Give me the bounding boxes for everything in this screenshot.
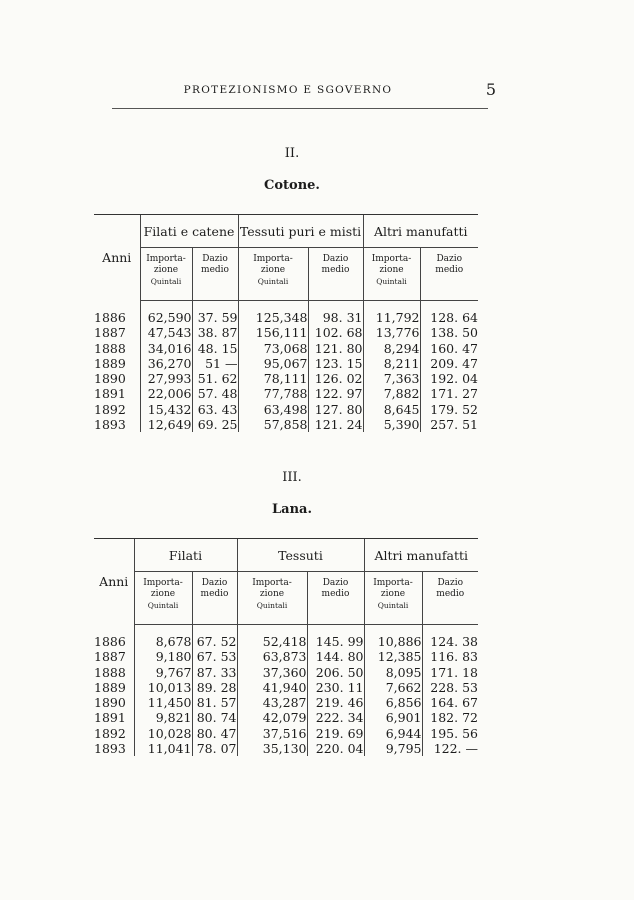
year-cell: 1890 [94, 695, 126, 711]
table-row [94, 325, 478, 340]
duty-header: Dazio medio [307, 572, 364, 625]
duty-cell: 145. 99 [307, 634, 364, 649]
year-cell: 1893 [94, 417, 126, 433]
header-rule [112, 108, 488, 109]
import-cell: 34,016 [140, 341, 192, 356]
table-row [94, 371, 478, 386]
duty-cell: 80. 47 [192, 726, 237, 741]
import-cell: 156,111 [238, 325, 308, 340]
import-cell: 8,645 [363, 402, 420, 417]
import-cell: 9,821 [134, 710, 192, 725]
row-header-anni: Anni [99, 574, 129, 590]
year-cell: 1888 [94, 664, 126, 680]
import-cell: 9,795 [364, 741, 422, 756]
import-cell: 8,211 [363, 356, 420, 371]
duty-cell: 257. 51 [420, 417, 478, 432]
duty-cell: 48. 15 [192, 341, 238, 356]
year-cell: 1889 [94, 355, 126, 371]
import-cell: 63,498 [238, 402, 308, 417]
import-cell: 73,068 [238, 341, 308, 356]
import-cell: 37,516 [237, 726, 307, 741]
duty-cell: 124. 38 [422, 634, 478, 649]
import-cell: 47,543 [140, 325, 192, 340]
year-cell: 1886 [94, 634, 126, 649]
duty-cell: 206. 50 [307, 665, 364, 680]
table-row [94, 710, 478, 725]
year-cell: 1886 [94, 310, 126, 325]
duty-cell: 78. 07 [192, 741, 237, 756]
import-cell: 9,180 [134, 649, 192, 664]
group-header: Altri manufatti [363, 215, 478, 248]
duty-cell: 69. 25 [192, 417, 238, 432]
table-row [94, 741, 478, 756]
duty-cell: 98. 31 [308, 310, 363, 325]
import-cell: 27,993 [140, 371, 192, 386]
section-number-ii: II. [284, 146, 300, 161]
group-header: Tessuti puri e misti [238, 215, 363, 248]
import-cell: 77,788 [238, 386, 308, 401]
import-cell: 6,944 [364, 726, 422, 741]
table-row [94, 356, 478, 371]
table-row [94, 341, 478, 356]
duty-cell: 128. 64 [420, 310, 478, 325]
duty-cell: 102. 68 [308, 325, 363, 340]
import-cell: 63,873 [237, 649, 307, 664]
import-cell: 11,450 [134, 695, 192, 710]
table-row [94, 417, 478, 432]
duty-cell: 127. 80 [308, 402, 363, 417]
cotone-table [94, 214, 478, 432]
year-cell: 1887 [94, 649, 126, 665]
duty-cell: 122. — [422, 741, 478, 756]
import-cell: 42,079 [237, 710, 307, 725]
duty-cell: 116. 83 [422, 649, 478, 664]
duty-cell: 179. 52 [420, 402, 478, 417]
row-header-anni: Anni [102, 250, 132, 266]
import-header: Importa- zione Quintali [134, 572, 192, 625]
import-cell: 22,006 [140, 386, 192, 401]
duty-cell: 51 — [192, 356, 238, 371]
duty-cell: 230. 11 [307, 680, 364, 695]
table-row [94, 695, 478, 710]
import-cell: 6,901 [364, 710, 422, 725]
duty-cell: 164. 67 [422, 695, 478, 710]
section-title-lana: Lana. [272, 502, 312, 517]
duty-cell: 89. 28 [192, 680, 237, 695]
duty-cell: 123. 15 [308, 356, 363, 371]
duty-cell: 126. 02 [308, 371, 363, 386]
duty-cell: 63. 43 [192, 402, 238, 417]
year-cell: 1891 [94, 386, 126, 402]
import-cell: 12,385 [364, 649, 422, 664]
duty-header: Dazio medio [192, 572, 237, 625]
year-cell: 1889 [94, 679, 126, 695]
table-row [94, 726, 478, 741]
duty-cell: 57. 48 [192, 386, 238, 401]
duty-cell: 209. 47 [420, 356, 478, 371]
running-header [92, 80, 496, 100]
import-cell: 13,776 [363, 325, 420, 340]
group-header: Filati [134, 539, 237, 572]
import-header: Importa- zione Quintali [237, 572, 307, 625]
import-cell: 8,294 [363, 341, 420, 356]
table-row [94, 665, 478, 680]
import-cell: 62,590 [140, 310, 192, 325]
import-cell: 36,270 [140, 356, 192, 371]
table-row [94, 634, 478, 649]
duty-cell: 228. 53 [422, 680, 478, 695]
page-number: 5 [485, 80, 496, 99]
duty-cell: 121. 24 [308, 417, 363, 432]
duty-cell: 81. 57 [192, 695, 237, 710]
import-cell: 10,013 [134, 680, 192, 695]
lana-table [94, 538, 478, 756]
import-cell: 41,940 [237, 680, 307, 695]
table-row [94, 386, 478, 401]
import-header: Importa- zione Quintali [363, 248, 420, 301]
import-cell: 11,041 [134, 741, 192, 756]
duty-cell: 67. 52 [192, 634, 237, 649]
duty-cell: 222. 34 [307, 710, 364, 725]
table-row [94, 310, 478, 325]
import-cell: 35,130 [237, 741, 307, 756]
year-cell: 1888 [94, 340, 126, 356]
import-cell: 15,432 [140, 402, 192, 417]
duty-cell: 219. 46 [307, 695, 364, 710]
duty-cell: 138. 50 [420, 325, 478, 340]
duty-cell: 87. 33 [192, 665, 237, 680]
year-cell: 1892 [94, 725, 126, 741]
duty-cell: 80. 74 [192, 710, 237, 725]
duty-cell: 171. 27 [420, 386, 478, 401]
duty-cell: 51. 62 [192, 371, 238, 386]
import-header: Importa- zione Quintali [140, 248, 192, 301]
group-header: Altri manufatti [364, 539, 478, 572]
import-cell: 9,767 [134, 665, 192, 680]
duty-cell: 192. 04 [420, 371, 478, 386]
duty-cell: 121. 80 [308, 341, 363, 356]
duty-cell: 122. 97 [308, 386, 363, 401]
duty-cell: 67. 53 [192, 649, 237, 664]
duty-cell: 144. 80 [307, 649, 364, 664]
import-cell: 7,882 [363, 386, 420, 401]
year-cell: 1891 [94, 710, 126, 726]
table-row [94, 680, 478, 695]
duty-cell: 160. 47 [420, 341, 478, 356]
duty-cell: 182. 72 [422, 710, 478, 725]
import-cell: 7,662 [364, 680, 422, 695]
year-cell: 1893 [94, 741, 126, 757]
duty-header: Dazio medio [308, 248, 363, 301]
import-cell: 10,028 [134, 726, 192, 741]
import-cell: 7,363 [363, 371, 420, 386]
year-cell: 1892 [94, 401, 126, 417]
duty-cell: 38. 87 [192, 325, 238, 340]
duty-header: Dazio medio [192, 248, 238, 301]
running-title: PROTEZIONISMO E SGOVERNO [183, 84, 393, 96]
group-header: Filati e catene [140, 215, 238, 248]
section-title-cotone: Cotone. [264, 178, 320, 193]
import-cell: 11,792 [363, 310, 420, 325]
import-cell: 8,095 [364, 665, 422, 680]
import-cell: 6,856 [364, 695, 422, 710]
duty-cell: 37. 59 [192, 310, 238, 325]
import-cell: 52,418 [237, 634, 307, 649]
duty-cell: 195. 56 [422, 726, 478, 741]
group-header: Tessuti [237, 539, 364, 572]
year-cell: 1890 [94, 371, 126, 387]
duty-cell: 171. 18 [422, 665, 478, 680]
table-row [94, 649, 478, 664]
import-cell: 43,287 [237, 695, 307, 710]
import-cell: 95,067 [238, 356, 308, 371]
import-cell: 10,886 [364, 634, 422, 649]
import-cell: 8,678 [134, 634, 192, 649]
duty-header: Dazio medio [422, 572, 478, 625]
import-cell: 37,360 [237, 665, 307, 680]
duty-cell: 220. 04 [307, 741, 364, 756]
table-row [94, 402, 478, 417]
duty-header: Dazio medio [420, 248, 478, 301]
import-cell: 125,348 [238, 310, 308, 325]
import-header: Importa- zione Quintali [238, 248, 308, 301]
section-number-iii: III. [282, 470, 302, 485]
import-cell: 5,390 [363, 417, 420, 432]
import-cell: 12,649 [140, 417, 192, 432]
year-cell: 1887 [94, 325, 126, 341]
import-cell: 57,858 [238, 417, 308, 432]
duty-cell: 219. 69 [307, 726, 364, 741]
import-header: Importa- zione Quintali [364, 572, 422, 625]
import-cell: 78,111 [238, 371, 308, 386]
